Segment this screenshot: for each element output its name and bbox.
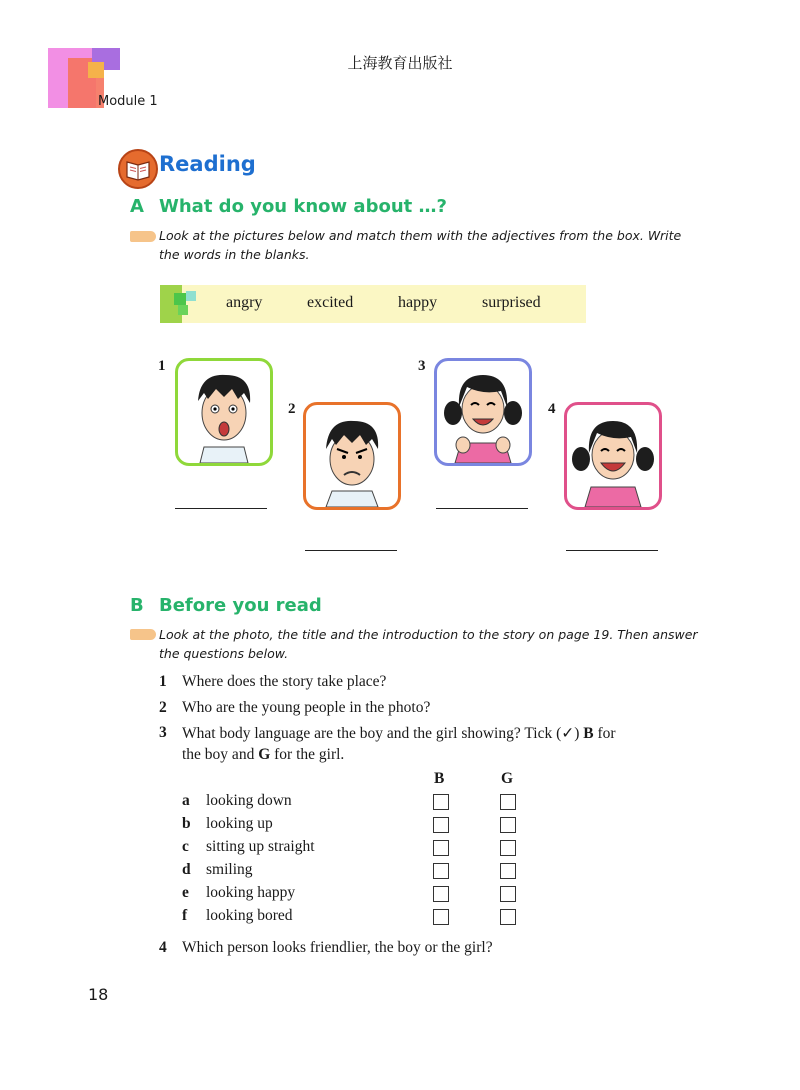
checkbox-c-girl[interactable] bbox=[500, 840, 516, 856]
answer-blank-3[interactable] bbox=[436, 508, 528, 509]
section-a-letter: A bbox=[130, 196, 144, 217]
question-3-text-line1: What body language are the boy and the girl showing? Tick (✓) B for bbox=[182, 725, 616, 742]
option-b-text: looking up bbox=[206, 815, 273, 832]
checkbox-d-boy[interactable] bbox=[433, 863, 449, 879]
question-1-number: 1 bbox=[159, 673, 167, 690]
picture-1-surprised-boy bbox=[175, 358, 273, 466]
option-b-letter: b bbox=[182, 815, 191, 832]
question-1-text: Where does the story take place? bbox=[182, 673, 387, 690]
module-label: Module 1 bbox=[98, 94, 158, 109]
question-3-text-line2: the boy and G for the girl. bbox=[182, 746, 345, 763]
option-c-text: sitting up straight bbox=[206, 838, 315, 855]
column-header-girl: G bbox=[501, 770, 514, 787]
checkbox-c-boy[interactable] bbox=[433, 840, 449, 856]
picture-3-number: 3 bbox=[418, 358, 426, 374]
checkbox-a-girl[interactable] bbox=[500, 794, 516, 810]
section-a-instruction: Look at the pictures below and match them with the adjectives from the box. Write the words in the blanks. bbox=[159, 228, 682, 262]
instruction-tag-icon bbox=[130, 231, 156, 242]
word-excited: excited bbox=[307, 294, 354, 311]
option-f-letter: f bbox=[182, 907, 188, 924]
section-b-title: Before you read bbox=[159, 595, 322, 616]
option-a-text: looking down bbox=[206, 792, 292, 809]
question-4-text: Which person looks friendlier, the boy or the girl? bbox=[182, 939, 493, 956]
page-number: 18 bbox=[88, 985, 109, 1004]
word-surprised: surprised bbox=[482, 294, 541, 311]
checkbox-e-boy[interactable] bbox=[433, 886, 449, 902]
checkbox-f-girl[interactable] bbox=[500, 909, 516, 925]
checkbox-b-boy[interactable] bbox=[433, 817, 449, 833]
reading-book-icon bbox=[118, 149, 158, 189]
checkbox-e-girl[interactable] bbox=[500, 886, 516, 902]
checkbox-d-girl[interactable] bbox=[500, 863, 516, 879]
publisher-name: 上海教育出版社 bbox=[347, 54, 453, 72]
word-happy: happy bbox=[398, 294, 438, 311]
checkbox-f-boy[interactable] bbox=[433, 909, 449, 925]
picture-1-number: 1 bbox=[158, 358, 166, 374]
picture-3-excited-girl bbox=[434, 358, 532, 466]
picture-2-number: 2 bbox=[288, 401, 296, 417]
picture-4-number: 4 bbox=[548, 401, 556, 417]
option-a-letter: a bbox=[182, 792, 190, 809]
answer-blank-4[interactable] bbox=[566, 550, 658, 551]
option-d-letter: d bbox=[182, 861, 191, 878]
answer-blank-2[interactable] bbox=[305, 550, 397, 551]
checkbox-a-boy[interactable] bbox=[433, 794, 449, 810]
option-e-text: looking happy bbox=[206, 884, 296, 901]
question-3-number: 3 bbox=[159, 724, 167, 741]
picture-2-angry-boy bbox=[303, 402, 401, 510]
word-angry: angry bbox=[226, 294, 263, 311]
picture-4-happy-girl bbox=[564, 402, 662, 510]
answer-blank-1[interactable] bbox=[175, 508, 267, 509]
reading-title: Reading bbox=[159, 152, 256, 176]
section-b-instruction: Look at the photo, the title and the introduction to the story on page 19. Then answer the questions below. bbox=[159, 627, 698, 661]
question-4-number: 4 bbox=[159, 939, 167, 956]
option-e-letter: e bbox=[182, 884, 189, 901]
section-a-title: What do you know about …? bbox=[159, 196, 447, 217]
checkbox-b-girl[interactable] bbox=[500, 817, 516, 833]
option-d-text: smiling bbox=[206, 861, 253, 878]
question-2-text: Who are the young people in the photo? bbox=[182, 699, 431, 716]
section-b-letter: B bbox=[130, 595, 144, 616]
word-box-decoration bbox=[160, 285, 182, 323]
instruction-tag-icon bbox=[130, 629, 156, 640]
column-header-boy: B bbox=[434, 770, 445, 787]
option-f-text: looking bored bbox=[206, 907, 293, 924]
question-2-number: 2 bbox=[159, 699, 167, 716]
option-c-letter: c bbox=[182, 838, 189, 855]
